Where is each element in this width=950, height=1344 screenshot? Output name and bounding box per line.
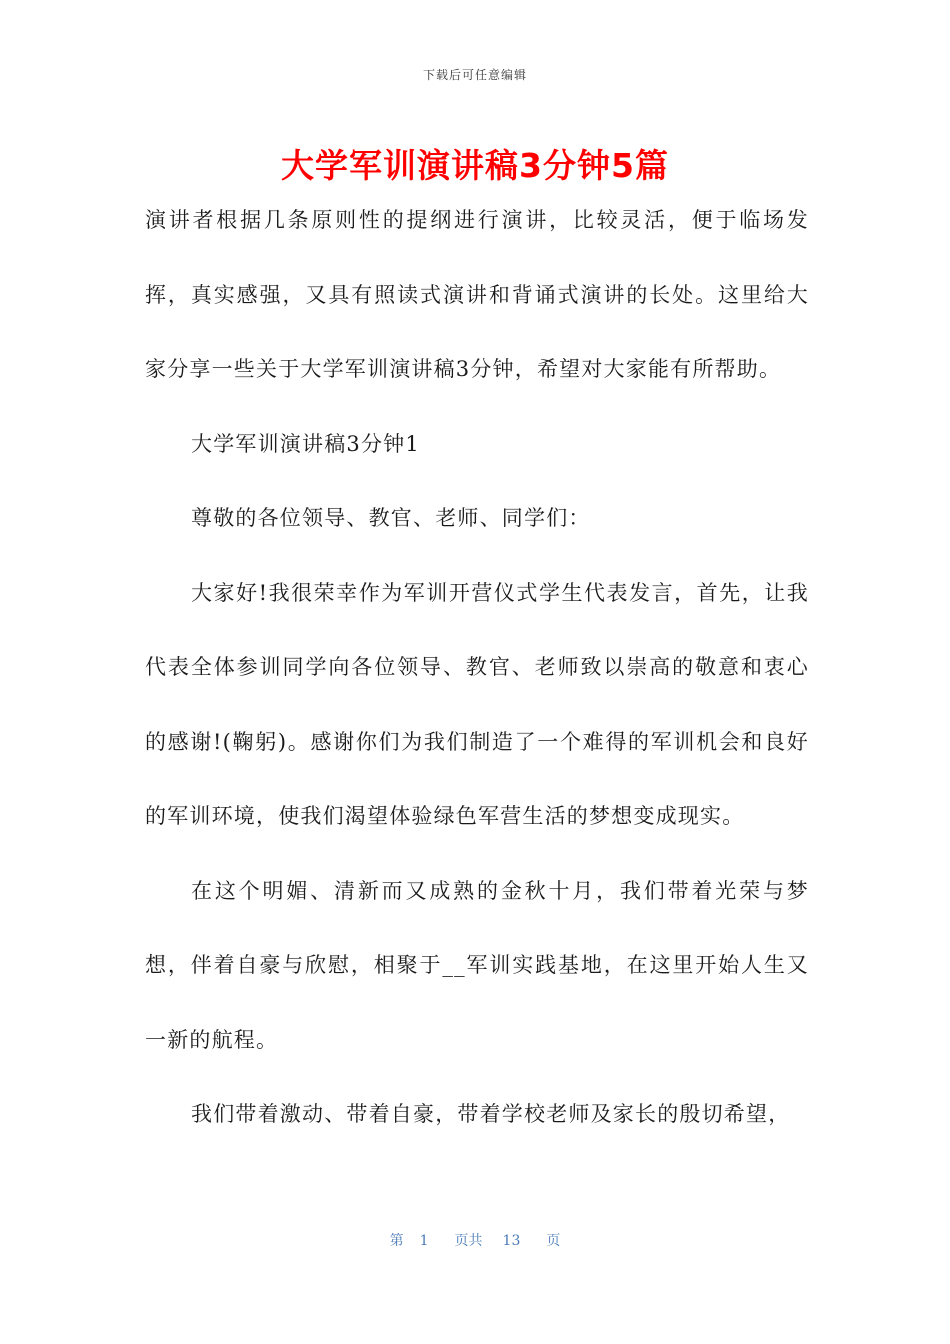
footer-page-prefix: 第: [389, 1233, 404, 1249]
header-note: 下载后可任意编辑: [422, 68, 527, 82]
paragraph-section-heading: 大学军训演讲稿3分钟1: [191, 431, 420, 456]
document-body: [145, 183, 809, 1152]
footer-page-number: 1: [419, 1233, 429, 1249]
footer-page-suffix: 页: [546, 1233, 561, 1249]
paragraph-greeting: 大家好!我很荣幸作为军训开营仪式学生代表发言，首先，让我代表全体参训同学向各位领导、教官、老师致以崇高的敬意和衷心的感谢!(鞠躬)。感谢你们为我们制造了一个难得的军训机会和良好的军训环境，使我们渴望体验绿色军营生活的梦想变成现实。: [145, 580, 809, 828]
footer-page-mid: 页共: [454, 1233, 483, 1249]
paragraph-intro: 演讲者根据几条原则性的提纲进行演讲，比较灵活，便于临场发挥，真实感强，又具有照读式演讲和背诵式演讲的长处。这里给大家分享一些关于大学军训演讲稿3分钟，希望对大家能有所帮助。: [145, 208, 809, 381]
footer-total-pages: 13: [502, 1233, 521, 1249]
document-title: 大学军训演讲稿3分钟5篇: [281, 146, 669, 185]
paragraph-salutation: 尊敬的各位领导、教官、老师、同学们：: [191, 506, 591, 530]
paragraph-expectation: 我们带着激动、带着自豪，带着学校老师及家长的殷切希望，: [191, 1102, 791, 1126]
paragraph-autumn: 在这个明媚、清新而又成熟的金秋十月，我们带着光荣与梦想，伴着自豪与欣慰，相聚于__军训实践基地，在这里开始人生又一新的航程。: [145, 878, 809, 1052]
page-footer: [0, 1230, 950, 1250]
